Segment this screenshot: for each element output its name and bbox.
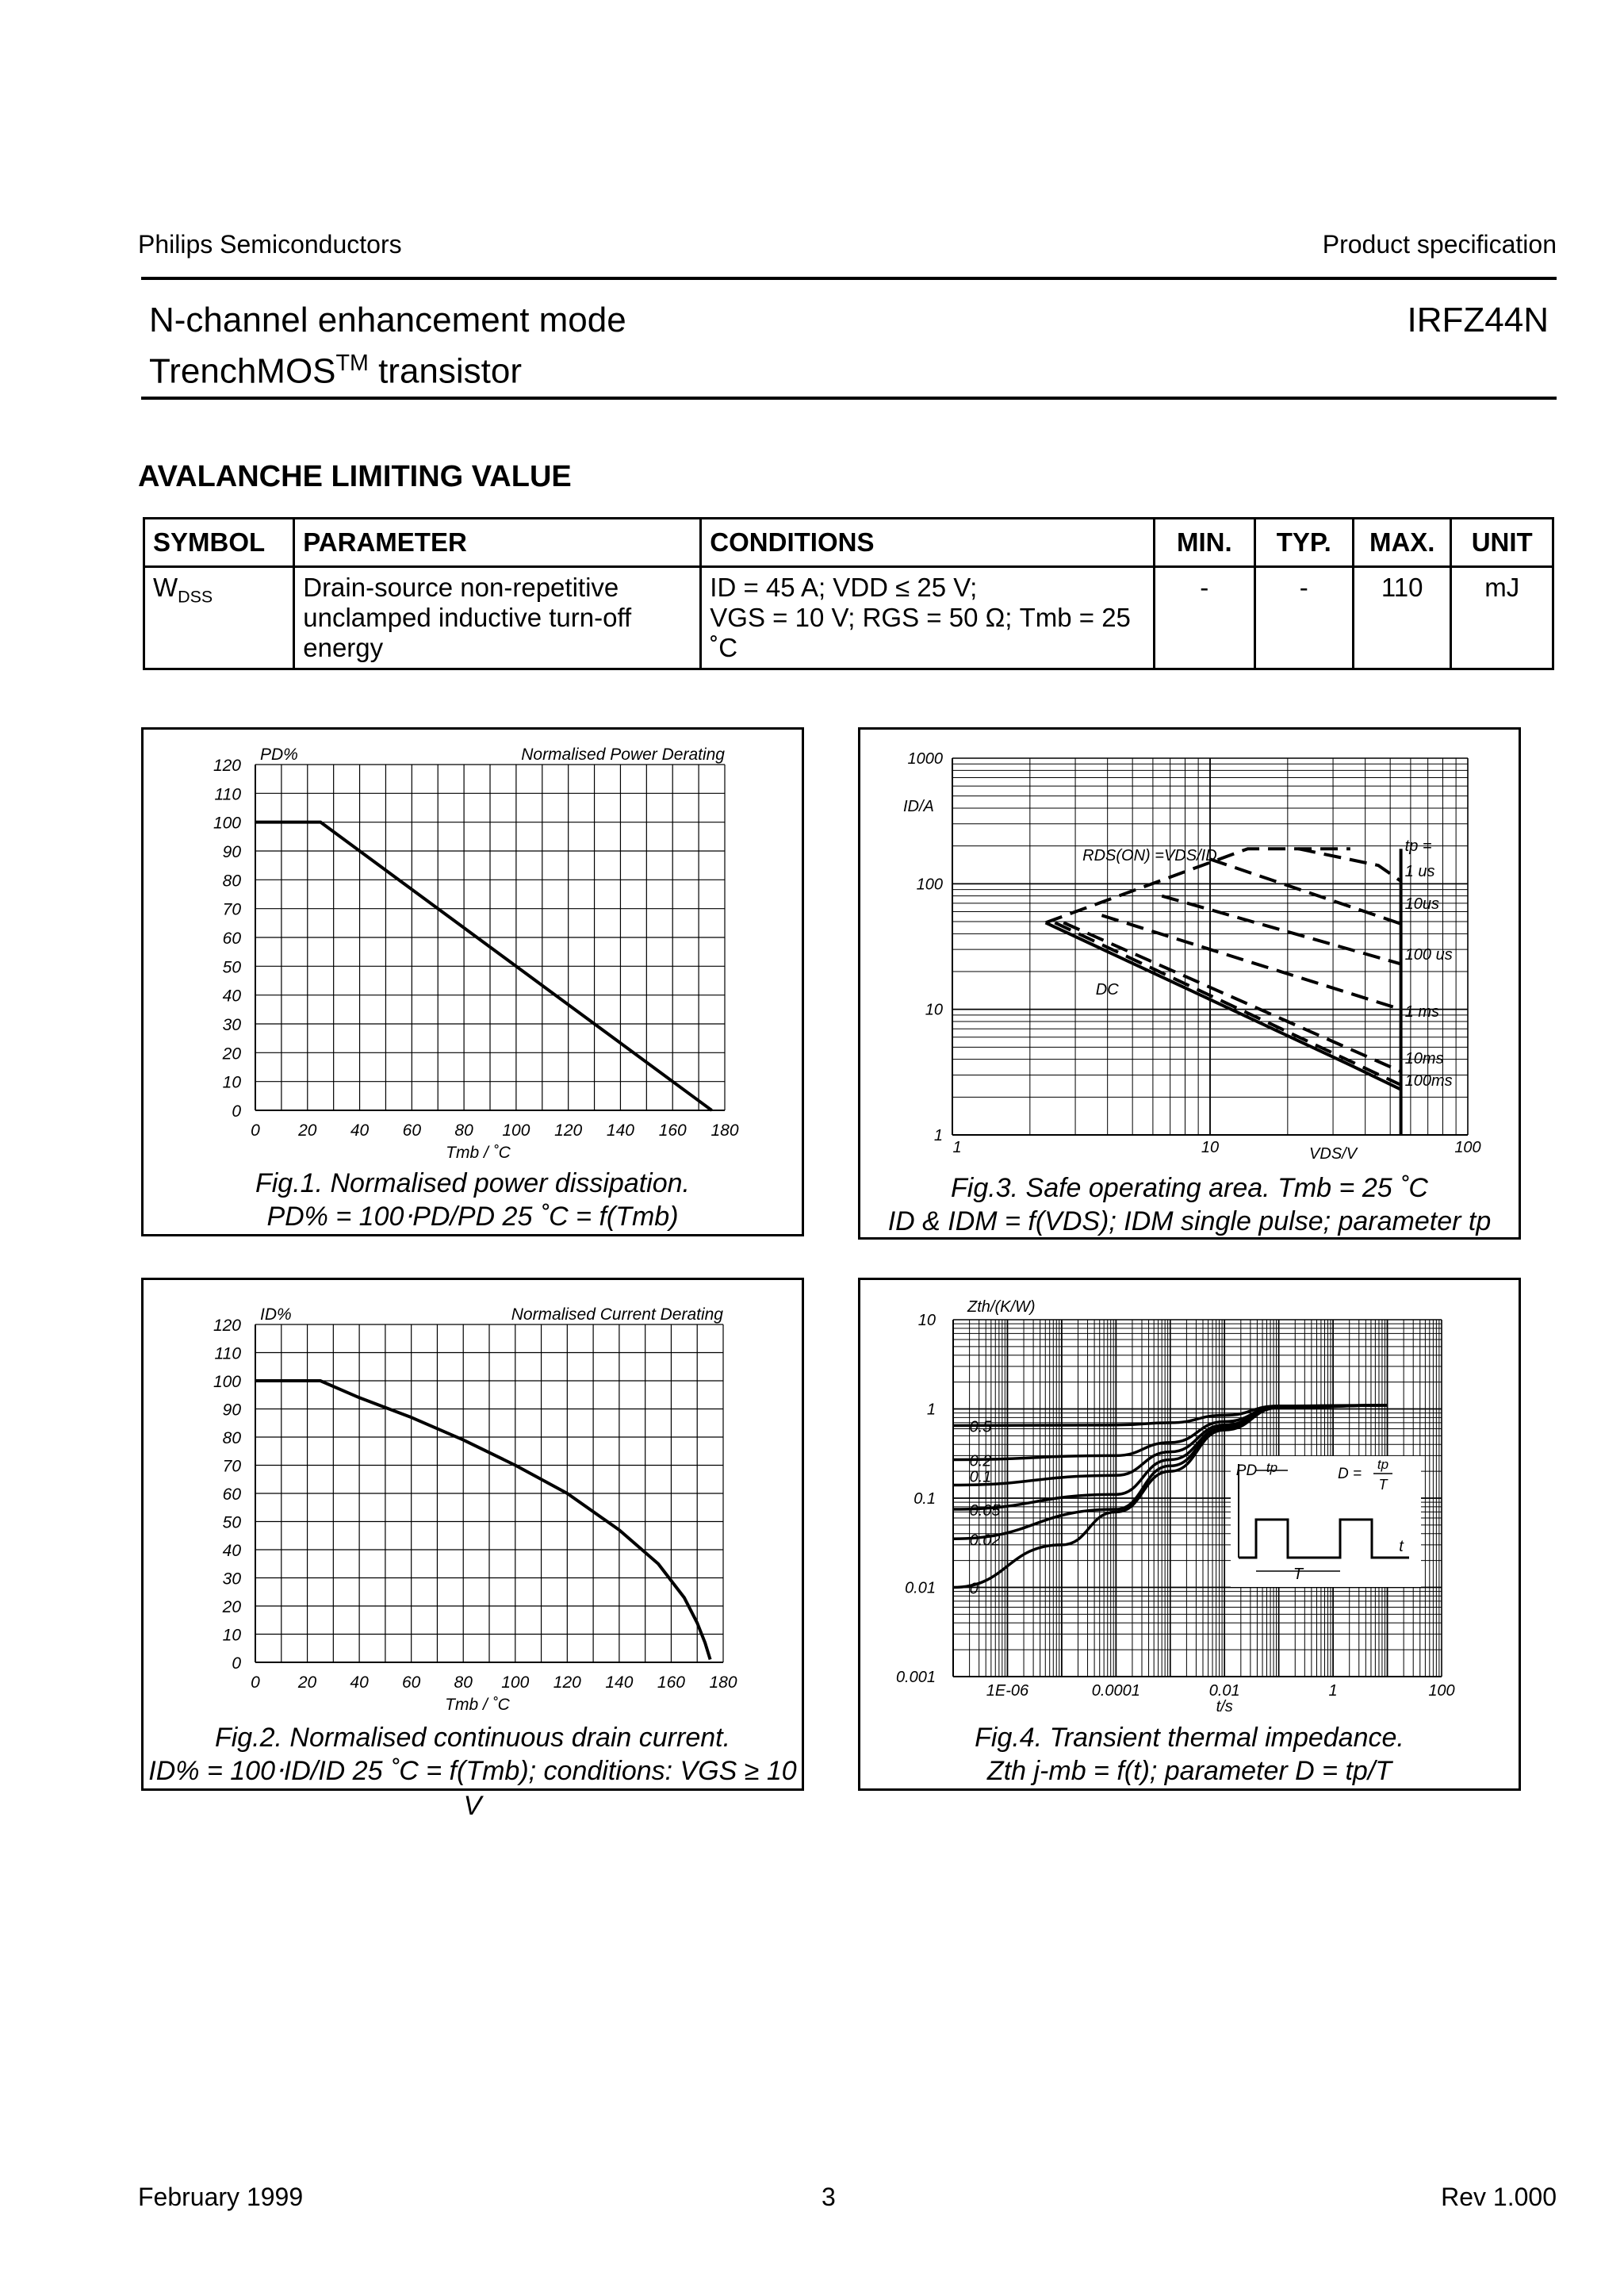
curve-label: 100 us <box>1404 946 1453 964</box>
soa-curve <box>1298 849 1400 881</box>
y-tick-label: 10 <box>222 1073 241 1092</box>
x-tick-label: 20 <box>297 1673 317 1692</box>
y-tick-label: 1 <box>933 1127 943 1144</box>
y-tick-label: 120 <box>213 1317 241 1335</box>
y-tick-label: 110 <box>214 785 241 804</box>
curve-label: 100ms <box>1404 1072 1453 1090</box>
title-line-1: N-channel enhancement mode <box>149 301 626 339</box>
th-max: MAX. <box>1354 519 1451 567</box>
curve-label: 0.02 <box>969 1531 1001 1550</box>
th-typ: TYP. <box>1254 519 1353 567</box>
fig4-chart <box>860 1280 1519 1788</box>
time-label: t <box>1399 1538 1404 1555</box>
x-axis-label: VDS/V <box>1309 1145 1358 1163</box>
x-tick-label: 60 <box>402 1121 422 1140</box>
y-axis-label: Zth/(K/W) <box>967 1298 1036 1316</box>
y-tick-label: 100 <box>916 876 943 894</box>
x-tick-label: 10 <box>1201 1139 1220 1156</box>
y-tick-label: 0 <box>232 1654 241 1673</box>
fig2-chart <box>144 1280 802 1788</box>
y-tick-label: 10 <box>222 1626 241 1645</box>
y-tick-label: 80 <box>222 1429 241 1447</box>
curve-label: 0 <box>969 1580 979 1598</box>
y-axis-label: ID% <box>260 1305 292 1324</box>
y-tick-label: 40 <box>222 1542 241 1560</box>
fig2-caption-1: Fig.2. Normalised continuous drain current. <box>214 1723 731 1753</box>
fig3-chart <box>860 730 1519 1237</box>
fig1-caption-2: PD% = 100⋅PD/PD 25 ˚C = f(Tmb) <box>266 1202 679 1232</box>
y-tick-label: 30 <box>222 1570 241 1589</box>
x-axis-label: t/s <box>1216 1698 1233 1715</box>
x-tick-label: 1 <box>1328 1682 1338 1700</box>
duty-label: D = <box>1337 1466 1362 1482</box>
y-tick-label: 60 <box>222 930 241 948</box>
y-tick-label: 0.001 <box>895 1669 936 1686</box>
x-tick-label: 100 <box>1428 1682 1455 1700</box>
curve-label: 10ms <box>1404 1050 1444 1068</box>
fig1-chart <box>144 730 802 1234</box>
pd-label: PD <box>1235 1462 1258 1479</box>
curve-label: 10us <box>1404 895 1440 913</box>
y-tick-label: 20 <box>222 1045 241 1064</box>
x-tick-label: 80 <box>454 1121 473 1140</box>
chart-title: Normalised Power Derating <box>521 746 725 764</box>
dc-label: DC <box>1095 981 1119 999</box>
series-line <box>255 1381 710 1659</box>
th-parameter: PARAMETER <box>294 519 701 567</box>
y-tick-label: 1000 <box>907 750 943 768</box>
y-tick-label: 50 <box>222 1513 241 1532</box>
x-tick-label: 100 <box>1454 1139 1481 1156</box>
footer-date: February 1999 <box>138 2183 304 2211</box>
fig3-panel <box>858 727 1521 1240</box>
fig1-caption-1: Fig.1. Normalised power dissipation. <box>255 1168 691 1198</box>
y-tick-label: 90 <box>222 843 241 861</box>
y-tick-label: 100 <box>213 1373 241 1391</box>
y-tick-label: 1 <box>926 1401 936 1419</box>
part-number: IRFZ44N <box>1407 301 1549 339</box>
x-tick-label: 0.01 <box>1208 1682 1240 1700</box>
fig2-caption-2: ID% = 100⋅ID/ID 25 ˚C = f(Tmb); conditions: VGS ≥ 10 V <box>148 1756 797 1821</box>
y-tick-label: 30 <box>222 1016 241 1034</box>
cell-conditions <box>701 567 1155 669</box>
y-tick-label: 120 <box>213 757 241 775</box>
rds-on-label: RDS(ON) =VDS/ID <box>1082 847 1217 864</box>
x-tick-label: 40 <box>350 1121 370 1140</box>
footer-revision: Rev 1.000 <box>1441 2183 1557 2211</box>
footer-page-number: 3 <box>822 2183 836 2211</box>
title-rule <box>141 397 1557 400</box>
x-tick-label: 100 <box>501 1673 530 1692</box>
th-symbol: SYMBOL <box>144 519 294 567</box>
x-tick-label: 180 <box>709 1673 737 1692</box>
fig3-caption-1: Fig.3. Safe operating area. Tmb = 25 ˚C <box>951 1173 1428 1203</box>
cell-symbol: $W_{DSS}$ <box>144 567 294 669</box>
cell-typ: - <box>1254 567 1353 669</box>
y-tick-label: 10 <box>925 1001 943 1019</box>
x-tick-label: 0 <box>251 1121 260 1140</box>
table-row <box>144 567 1553 669</box>
chart-title: Normalised Current Derating <box>511 1305 723 1324</box>
fig2-panel <box>141 1278 804 1821</box>
y-tick-label: 0.1 <box>914 1490 936 1508</box>
x-tick-label: 1 <box>952 1139 962 1156</box>
x-tick-label: 120 <box>554 1121 583 1140</box>
cond-line-1: ID = 45 A; VDD ≤ 25 V; <box>710 573 978 602</box>
doc-type: Product specification <box>1322 230 1557 259</box>
x-tick-label: 120 <box>553 1673 581 1692</box>
y-tick-label: 110 <box>214 1344 241 1363</box>
x-axis-label: Tmb / ˚C <box>445 1696 510 1714</box>
th-unit: UNIT <box>1451 519 1553 567</box>
curve-label: 0.05 <box>969 1502 1001 1520</box>
tp-label: tp <box>1266 1460 1278 1475</box>
pulse-inset-bg <box>1231 1456 1421 1587</box>
y-tick-label: 70 <box>222 1457 241 1476</box>
soa-curve <box>1101 915 1400 1009</box>
x-tick-label: 40 <box>350 1673 369 1692</box>
fig4-caption-2: Zth j-mb = f(t); parameter D = tp/T <box>986 1756 1392 1786</box>
curve-label: 0.2 <box>969 1452 992 1470</box>
y-tick-label: 20 <box>222 1598 241 1616</box>
title-line-2: TrenchMOS™ transistor <box>149 351 523 391</box>
th-min: MIN. <box>1155 519 1254 567</box>
th-conditions: CONDITIONS <box>701 519 1155 567</box>
cell-parameter: Drain-source non-repetitive unclamped inductive turn-off energy <box>294 567 701 669</box>
y-axis-label: PD% <box>260 746 298 764</box>
curve-label: 1 ms <box>1404 1003 1440 1021</box>
x-tick-label: 140 <box>606 1121 634 1140</box>
y-tick-label: 50 <box>222 958 241 977</box>
y-tick-label: 0 <box>232 1102 241 1121</box>
product-title <box>149 299 626 393</box>
x-tick-label: 0.0001 <box>1091 1682 1140 1700</box>
section-title: AVALANCHE LIMITING VALUE <box>138 460 572 493</box>
x-tick-label: 0 <box>251 1673 260 1692</box>
cell-min: - <box>1155 567 1254 669</box>
x-tick-label: 60 <box>401 1673 421 1692</box>
cond-line-2: VGS = 10 V; RGS = 50 Ω; Tmb = 25 ˚C <box>710 603 1131 662</box>
cell-unit: mJ <box>1451 567 1553 669</box>
y-tick-label: 90 <box>222 1401 241 1420</box>
avalanche-table <box>143 517 1554 670</box>
tp-label: tp = <box>1404 838 1432 855</box>
table-header-row <box>144 519 1553 567</box>
cell-max: 110 <box>1354 567 1451 669</box>
header-rule <box>141 277 1557 280</box>
soa-curve <box>1055 922 1400 1085</box>
x-tick-label: 80 <box>454 1673 473 1692</box>
fig3-caption-2: ID & IDM = f(VDS); IDM single pulse; parameter tp <box>887 1206 1492 1236</box>
y-tick-label: 60 <box>222 1485 241 1504</box>
fig1-panel <box>141 727 804 1236</box>
y-tick-label: 100 <box>213 814 241 833</box>
curve-label: 1 us <box>1404 863 1435 880</box>
x-tick-label: 1E-06 <box>986 1682 1029 1700</box>
company-name: Philips Semiconductors <box>138 230 402 259</box>
y-tick-label: 0.01 <box>905 1579 936 1597</box>
y-tick-label: 10 <box>917 1312 936 1329</box>
fig4-panel <box>858 1278 1521 1791</box>
y-axis-label: ID/A <box>903 798 934 815</box>
x-tick-label: 160 <box>658 1121 687 1140</box>
y-tick-label: 40 <box>222 987 241 1006</box>
x-tick-label: 20 <box>298 1121 317 1140</box>
curve-label: 0.1 <box>969 1468 992 1486</box>
duty-numerator: tp <box>1377 1457 1389 1472</box>
y-tick-label: 70 <box>222 900 241 919</box>
x-tick-label: 160 <box>657 1673 685 1692</box>
duty-denominator: T <box>1378 1477 1388 1493</box>
x-tick-label: 180 <box>710 1121 739 1140</box>
period-label: T <box>1293 1566 1304 1583</box>
x-axis-label: Tmb / ˚C <box>446 1144 511 1162</box>
x-tick-label: 100 <box>502 1121 530 1140</box>
y-tick-label: 80 <box>222 872 241 891</box>
x-tick-label: 140 <box>605 1673 634 1692</box>
curve-label: 0.5 <box>969 1418 992 1436</box>
fig4-caption-1: Fig.4. Transient thermal impedance. <box>975 1723 1404 1753</box>
soa-curve <box>1210 859 1401 923</box>
